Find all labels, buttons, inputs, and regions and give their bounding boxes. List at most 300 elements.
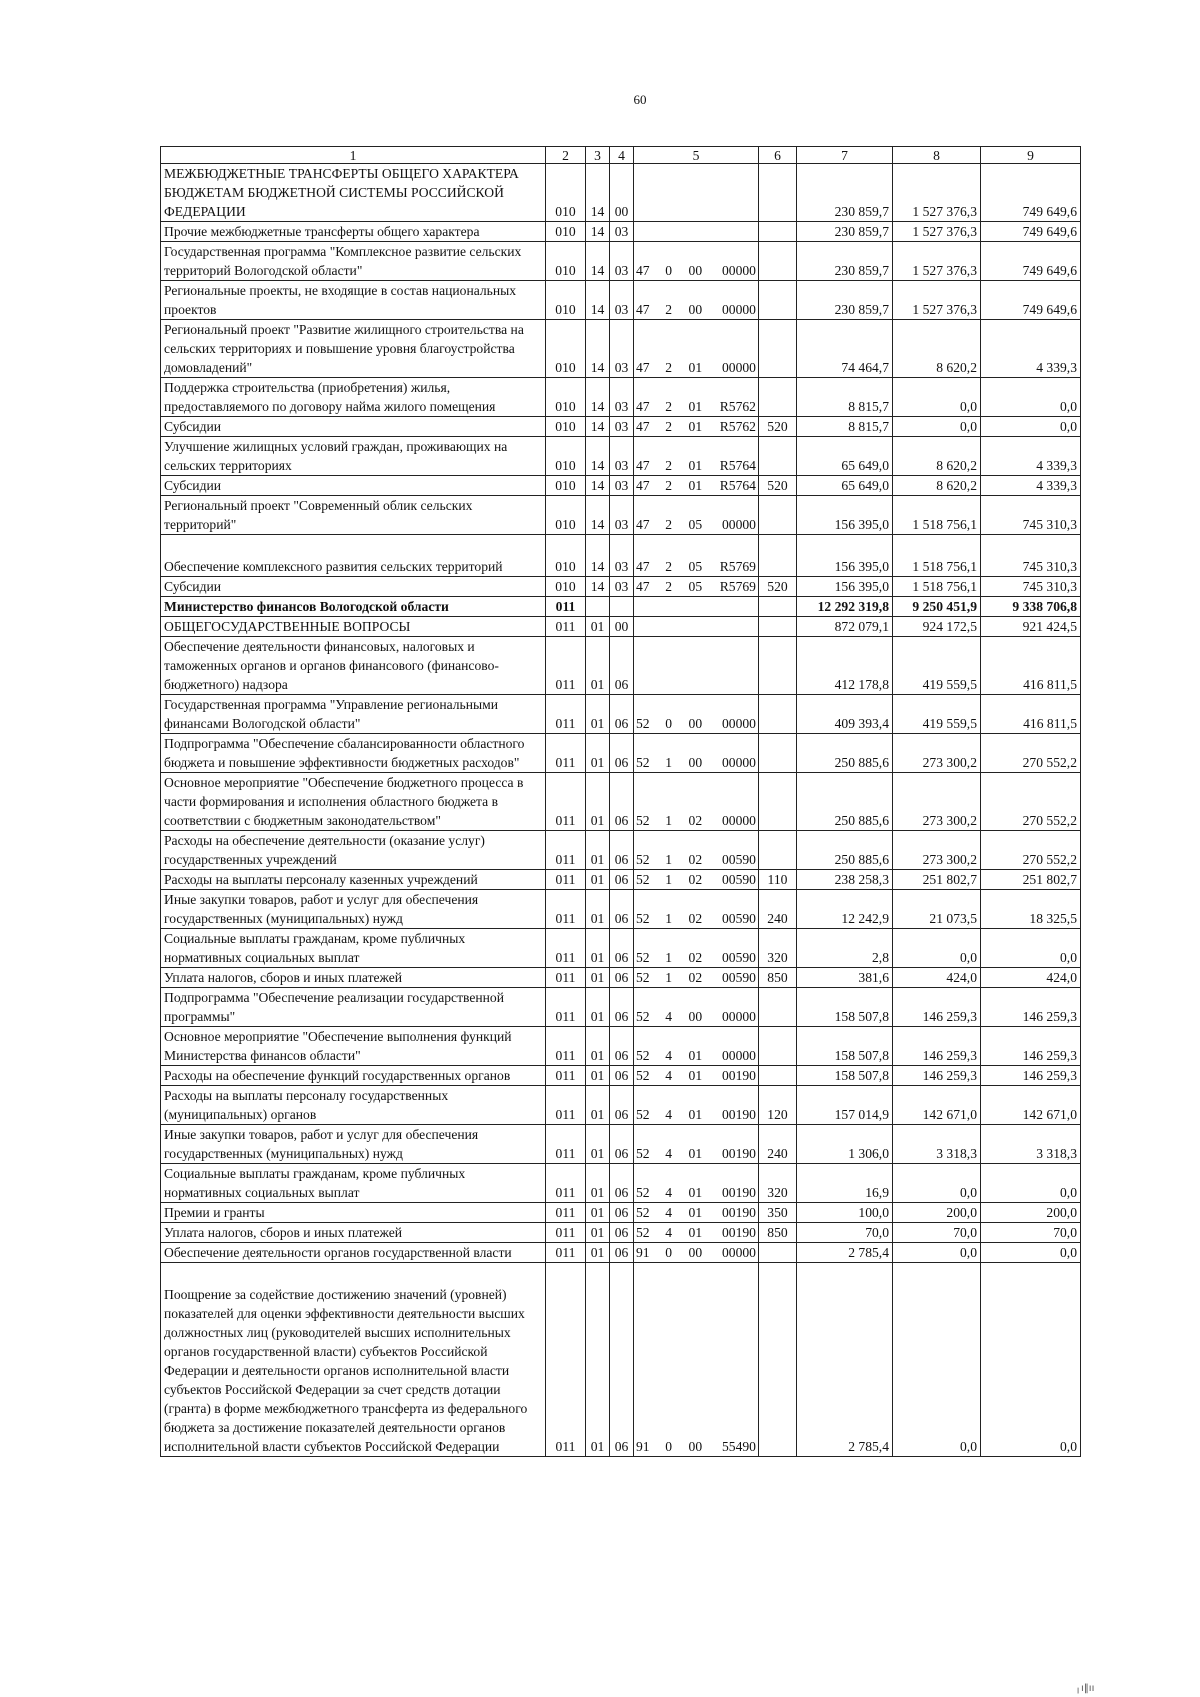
column-header: 4 [610,147,634,164]
amount-col8: 8 620,2 [893,320,981,378]
expense-type-code: 520 [759,476,797,496]
target-article-code [634,597,759,617]
target-article-p3: 00 [688,755,703,770]
target-article-code [634,476,759,496]
subsection-code: 06 [610,1263,634,1457]
amount-col9: 921 424,5 [981,617,1081,637]
target-article-parts [636,397,756,416]
target-article-p1: 52 [636,755,650,770]
amount-col8: 0,0 [893,1164,981,1203]
section-code: 14 [586,222,610,242]
subsection-code: 06 [610,734,634,773]
amount-col7: 70,0 [797,1223,893,1243]
table-row [161,597,1081,617]
amount-col7: 250 885,6 [797,773,893,831]
amount-col8: 273 300,2 [893,773,981,831]
page-number: 60 [633,92,647,107]
target-article-p2: 1 [665,755,673,770]
ministry-code: 011 [546,617,586,637]
target-article-p2: 2 [665,579,673,594]
section-code: 01 [586,890,610,929]
target-article-p4: 00590 [721,852,756,867]
table-row [161,320,1081,378]
target-article-parts [636,909,756,928]
target-article-p3: 01 [688,1146,703,1161]
target-article-p3: 01 [688,1205,703,1220]
amount-col9: 4 339,3 [981,476,1081,496]
section-code: 14 [586,242,610,281]
table-row [161,831,1081,870]
amount-col8: 1 518 756,1 [893,577,981,597]
target-article-p3: 02 [688,872,703,887]
target-article-parts [636,1437,756,1456]
target-article-p1: 52 [636,1185,650,1200]
amount-col9: 146 259,3 [981,1027,1081,1066]
column-header: 7 [797,147,893,164]
section-code [586,597,610,617]
amount-col7: 12 292 319,8 [797,597,893,617]
section-code: 01 [586,1086,610,1125]
target-article-parts [636,811,756,830]
amount-col7: 8 815,7 [797,417,893,437]
expense-type-code [759,222,797,242]
amount-col8: 0,0 [893,378,981,417]
target-article-p1: 47 [636,360,650,375]
target-article-p4: R5769 [719,579,756,594]
section-code: 01 [586,637,610,695]
subsection-code: 06 [610,1066,634,1086]
row-name: Расходы на выплаты персоналу государственных (муниципальных) органов [161,1086,546,1125]
section-code: 01 [586,617,610,637]
target-article-p2: 4 [665,1068,673,1083]
amount-col7: 230 859,7 [797,242,893,281]
target-article-p4: 00190 [721,1107,756,1122]
target-article-parts [636,456,756,475]
target-article-p1: 47 [636,419,650,434]
table-row [161,773,1081,831]
subsection-code: 03 [610,535,634,577]
amount-col7: 65 649,0 [797,476,893,496]
expense-type-code [759,1263,797,1457]
target-article-p1: 47 [636,263,650,278]
target-article-p4: 00000 [721,360,756,375]
amount-col8: 0,0 [893,929,981,968]
row-name: Социальные выплаты гражданам, кроме публичных нормативных социальных выплат [161,929,546,968]
target-article-p1: 52 [636,1107,650,1122]
expense-type-code: 110 [759,870,797,890]
expense-type-code [759,437,797,476]
target-article-p3: 05 [688,579,703,594]
target-article-parts [636,968,756,987]
target-article-parts [636,1223,756,1242]
section-code: 01 [586,1203,610,1223]
amount-col8: 419 559,5 [893,695,981,734]
row-name: Субсидии [161,577,546,597]
ministry-code: 011 [546,1243,586,1263]
table-row [161,1164,1081,1203]
row-name: Расходы на обеспечение функций государственных органов [161,1066,546,1086]
amount-col8: 1 527 376,3 [893,242,981,281]
row-name: Поддержка строительства (приобретения) жилья, предоставляемого по договору найма жилого помещения [161,378,546,417]
row-name: Региональный проект "Развитие жилищного строительства на сельских территориях и повышение уровня благоустройства домовладений" [161,320,546,378]
budget-table [160,146,1081,1457]
amount-col8: 3 318,3 [893,1125,981,1164]
section-code: 14 [586,535,610,577]
table-row [161,637,1081,695]
subsection-code: 03 [610,378,634,417]
target-article-p2: 2 [665,458,673,473]
target-article-parts [636,1243,756,1262]
amount-col7: 2 785,4 [797,1243,893,1263]
amount-col7: 2 785,4 [797,1263,893,1457]
table-row [161,870,1081,890]
target-article-code [634,242,759,281]
expense-type-code [759,535,797,577]
target-article-parts [636,1203,756,1222]
ministry-code: 011 [546,597,586,617]
target-article-p1: 52 [636,852,650,867]
subsection-code: 06 [610,870,634,890]
section-code: 14 [586,164,610,222]
target-article-p2: 2 [665,517,673,532]
section-code: 01 [586,1223,610,1243]
table-row [161,1086,1081,1125]
row-name: МЕЖБЮДЖЕТНЫЕ ТРАНСФЕРТЫ ОБЩЕГО ХАРАКТЕРА БЮДЖЕТАМ БЮДЖЕТНОЙ СИСТЕМЫ РОССИЙСКОЙ ФЕДЕРАЦИИ [161,164,546,222]
target-article-p3: 00 [688,302,703,317]
target-article-p2: 4 [665,1009,673,1024]
target-article-p4: 00590 [721,872,756,887]
column-header: 5 [634,147,759,164]
row-name: Подпрограмма "Обеспечение сбалансированности областного бюджета и повышение эффективности бюджетных расходов" [161,734,546,773]
target-article-parts [636,417,756,436]
amount-col8: 419 559,5 [893,637,981,695]
subsection-code: 03 [610,476,634,496]
target-article-p3: 02 [688,950,703,965]
amount-col8: 1 527 376,3 [893,281,981,320]
target-article-parts [636,948,756,967]
target-article-code [634,1164,759,1203]
subsection-code: 06 [610,695,634,734]
section-code: 01 [586,1066,610,1086]
subsection-code: 03 [610,577,634,597]
table-row [161,1263,1081,1457]
expense-type-code [759,242,797,281]
target-article-code [634,831,759,870]
table-row [161,437,1081,476]
table-row [161,417,1081,437]
amount-col9: 749 649,6 [981,164,1081,222]
target-article-parts [636,714,756,733]
target-article-p2: 0 [665,1439,673,1454]
table-row [161,695,1081,734]
column-header: 9 [981,147,1081,164]
table-row [161,968,1081,988]
target-article-p4: R5769 [719,559,756,574]
target-article-p3: 01 [688,1107,703,1122]
ministry-code: 010 [546,164,586,222]
amount-col9: 4 339,3 [981,437,1081,476]
subsection-code: 06 [610,1243,634,1263]
target-article-p1: 47 [636,579,650,594]
amount-col9: 424,0 [981,968,1081,988]
target-article-p2: 2 [665,360,673,375]
expense-type-code [759,320,797,378]
target-article-parts [636,850,756,869]
row-name: Уплата налогов, сборов и иных платежей [161,1223,546,1243]
target-article-p2: 1 [665,813,673,828]
ministry-code: 010 [546,222,586,242]
amount-col7: 230 859,7 [797,281,893,320]
expense-type-code [759,617,797,637]
amount-col7: 409 393,4 [797,695,893,734]
table-row [161,734,1081,773]
target-article-p4: 00190 [721,1185,756,1200]
target-article-p1: 52 [636,813,650,828]
target-article-p4: 00190 [721,1146,756,1161]
target-article-p1: 52 [636,1225,650,1240]
subsection-code: 06 [610,968,634,988]
target-article-p4: 00000 [721,755,756,770]
amount-col7: 156 395,0 [797,535,893,577]
row-name: Улучшение жилищных условий граждан, проживающих на сельских территориях [161,437,546,476]
target-article-code [634,870,759,890]
subsection-code: 06 [610,988,634,1027]
ministry-code: 010 [546,577,586,597]
target-article-p4: 55490 [721,1439,756,1454]
table-row [161,164,1081,222]
target-article-p4: 00000 [721,517,756,532]
subsection-code: 00 [610,164,634,222]
target-article-p2: 4 [665,1107,673,1122]
target-article-p4: 00190 [721,1225,756,1240]
amount-col9: 146 259,3 [981,1066,1081,1086]
target-article-p1: 52 [636,1009,650,1024]
ministry-code: 011 [546,734,586,773]
target-article-p4: 00000 [721,1048,756,1063]
target-article-code [634,890,759,929]
amount-col7: 238 258,3 [797,870,893,890]
subsection-code: 03 [610,320,634,378]
amount-col9: 745 310,3 [981,535,1081,577]
section-code: 14 [586,281,610,320]
target-article-p2: 1 [665,852,673,867]
target-article-p2: 2 [665,302,673,317]
section-code: 01 [586,1164,610,1203]
subsection-code: 00 [610,617,634,637]
expense-type-code [759,1243,797,1263]
target-article-p1: 47 [636,399,650,414]
amount-col7: 156 395,0 [797,577,893,597]
target-article-parts [636,300,756,319]
section-code: 01 [586,1263,610,1457]
target-article-p2: 2 [665,478,673,493]
target-article-p4: 00190 [721,1205,756,1220]
target-article-parts [636,1105,756,1124]
target-article-p3: 01 [688,1068,703,1083]
subsection-code [610,597,634,617]
column-number-row [161,147,1081,164]
target-article-p4: R5762 [719,419,756,434]
target-article-p1: 52 [636,1048,650,1063]
expense-type-code [759,378,797,417]
row-name: Обеспечение деятельности финансовых, налоговых и таможенных органов и органов финансового (финансово-бюджетного) надзора [161,637,546,695]
target-article-p3: 01 [688,478,703,493]
amount-col7: 230 859,7 [797,164,893,222]
target-article-p4: 00000 [721,1009,756,1024]
row-name: Государственная программа "Комплексное развитие сельских территорий Вологодской области" [161,242,546,281]
column-header: 3 [586,147,610,164]
expense-type-code: 120 [759,1086,797,1125]
target-article-p2: 0 [665,263,673,278]
amount-col7: 381,6 [797,968,893,988]
target-article-p2: 4 [665,1048,673,1063]
target-article-code [634,695,759,734]
amount-col7: 250 885,6 [797,734,893,773]
amount-col8: 273 300,2 [893,734,981,773]
section-code: 01 [586,870,610,890]
row-name: Субсидии [161,476,546,496]
table-row [161,890,1081,929]
expense-type-code [759,773,797,831]
table-row [161,617,1081,637]
amount-col8: 0,0 [893,1243,981,1263]
amount-col7: 158 507,8 [797,988,893,1027]
target-article-p1: 52 [636,911,650,926]
table-row [161,577,1081,597]
ministry-code: 011 [546,988,586,1027]
column-header: 6 [759,147,797,164]
target-article-p4: 00590 [721,911,756,926]
amount-col8: 21 073,5 [893,890,981,929]
subsection-code: 03 [610,437,634,476]
row-name: Обеспечение деятельности органов государственной власти [161,1243,546,1263]
amount-col8: 142 671,0 [893,1086,981,1125]
target-article-parts [636,1007,756,1026]
subsection-code: 06 [610,1203,634,1223]
expense-type-code [759,281,797,320]
ministry-code: 010 [546,496,586,535]
expense-type-code [759,988,797,1027]
target-article-code [634,1125,759,1164]
target-article-code [634,1066,759,1086]
amount-col9: 200,0 [981,1203,1081,1223]
target-article-p3: 00 [688,716,703,731]
amount-col9: 251 802,7 [981,870,1081,890]
expense-type-code [759,164,797,222]
table-row [161,242,1081,281]
amount-col9: 142 671,0 [981,1086,1081,1125]
target-article-p3: 01 [688,1225,703,1240]
ministry-code: 010 [546,437,586,476]
section-code: 01 [586,988,610,1027]
ministry-code: 011 [546,1164,586,1203]
ministry-code: 011 [546,1203,586,1223]
amount-col7: 74 464,7 [797,320,893,378]
section-code: 01 [586,1243,610,1263]
section-code: 14 [586,417,610,437]
target-article-p4: R5764 [719,458,756,473]
target-article-p1: 91 [636,1439,650,1454]
target-article-code [634,417,759,437]
expense-type-code [759,831,797,870]
expense-type-code: 320 [759,929,797,968]
table-row [161,1223,1081,1243]
row-name: Обеспечение комплексного развития сельских территорий [161,535,546,577]
row-name: ОБЩЕГОСУДАРСТВЕННЫЕ ВОПРОСЫ [161,617,546,637]
target-article-code [634,535,759,577]
row-name: Премии и гранты [161,1203,546,1223]
target-article-parts [636,515,756,534]
ministry-code: 011 [546,1066,586,1086]
row-name: Субсидии [161,417,546,437]
target-article-p3: 00 [688,1245,703,1260]
amount-col8: 200,0 [893,1203,981,1223]
section-code: 01 [586,831,610,870]
target-article-code [634,222,759,242]
target-article-parts [636,557,756,576]
expense-type-code [759,695,797,734]
column-header: 2 [546,147,586,164]
target-article-p1: 52 [636,950,650,965]
subsection-code: 03 [610,496,634,535]
target-article-parts [636,476,756,495]
amount-col8: 273 300,2 [893,831,981,870]
target-article-p4: 00590 [721,970,756,985]
target-article-p4: 00000 [721,263,756,278]
section-code: 14 [586,496,610,535]
target-article-p1: 47 [636,517,650,532]
target-article-p1: 47 [636,302,650,317]
target-article-code [634,1263,759,1457]
target-article-code [634,1203,759,1223]
ministry-code: 011 [546,1263,586,1457]
table-row [161,1066,1081,1086]
target-article-code [634,577,759,597]
subsection-code: 03 [610,417,634,437]
amount-col7: 65 649,0 [797,437,893,476]
ministry-code: 011 [546,773,586,831]
ministry-code: 011 [546,695,586,734]
amount-col9: 416 811,5 [981,695,1081,734]
target-article-p2: 1 [665,970,673,985]
amount-col8: 70,0 [893,1223,981,1243]
target-article-p3: 01 [688,1185,703,1200]
row-name: Основное мероприятие "Обеспечение выполнения функций Министерства финансов области" [161,1027,546,1066]
subsection-code: 03 [610,242,634,281]
row-name: Региональные проекты, не входящие в состав национальных проектов [161,281,546,320]
amount-col7: 1 306,0 [797,1125,893,1164]
target-article-p3: 02 [688,911,703,926]
amount-col9: 70,0 [981,1223,1081,1243]
ministry-code: 011 [546,1027,586,1066]
target-article-code [634,617,759,637]
expense-type-code: 520 [759,577,797,597]
target-article-p4: 00000 [721,1245,756,1260]
target-article-p3: 05 [688,559,703,574]
target-article-p2: 2 [665,399,673,414]
amount-col9: 749 649,6 [981,281,1081,320]
row-name: Социальные выплаты гражданам, кроме публичных нормативных социальных выплат [161,1164,546,1203]
amount-col8: 1 518 756,1 [893,535,981,577]
target-article-p2: 4 [665,1225,673,1240]
amount-col8: 251 802,7 [893,870,981,890]
subsection-code: 06 [610,1086,634,1125]
target-article-code [634,1243,759,1263]
row-name: Региональный проект "Современный облик сельских территорий" [161,496,546,535]
ministry-code: 011 [546,1223,586,1243]
target-article-code [634,1223,759,1243]
target-article-parts [636,577,756,596]
